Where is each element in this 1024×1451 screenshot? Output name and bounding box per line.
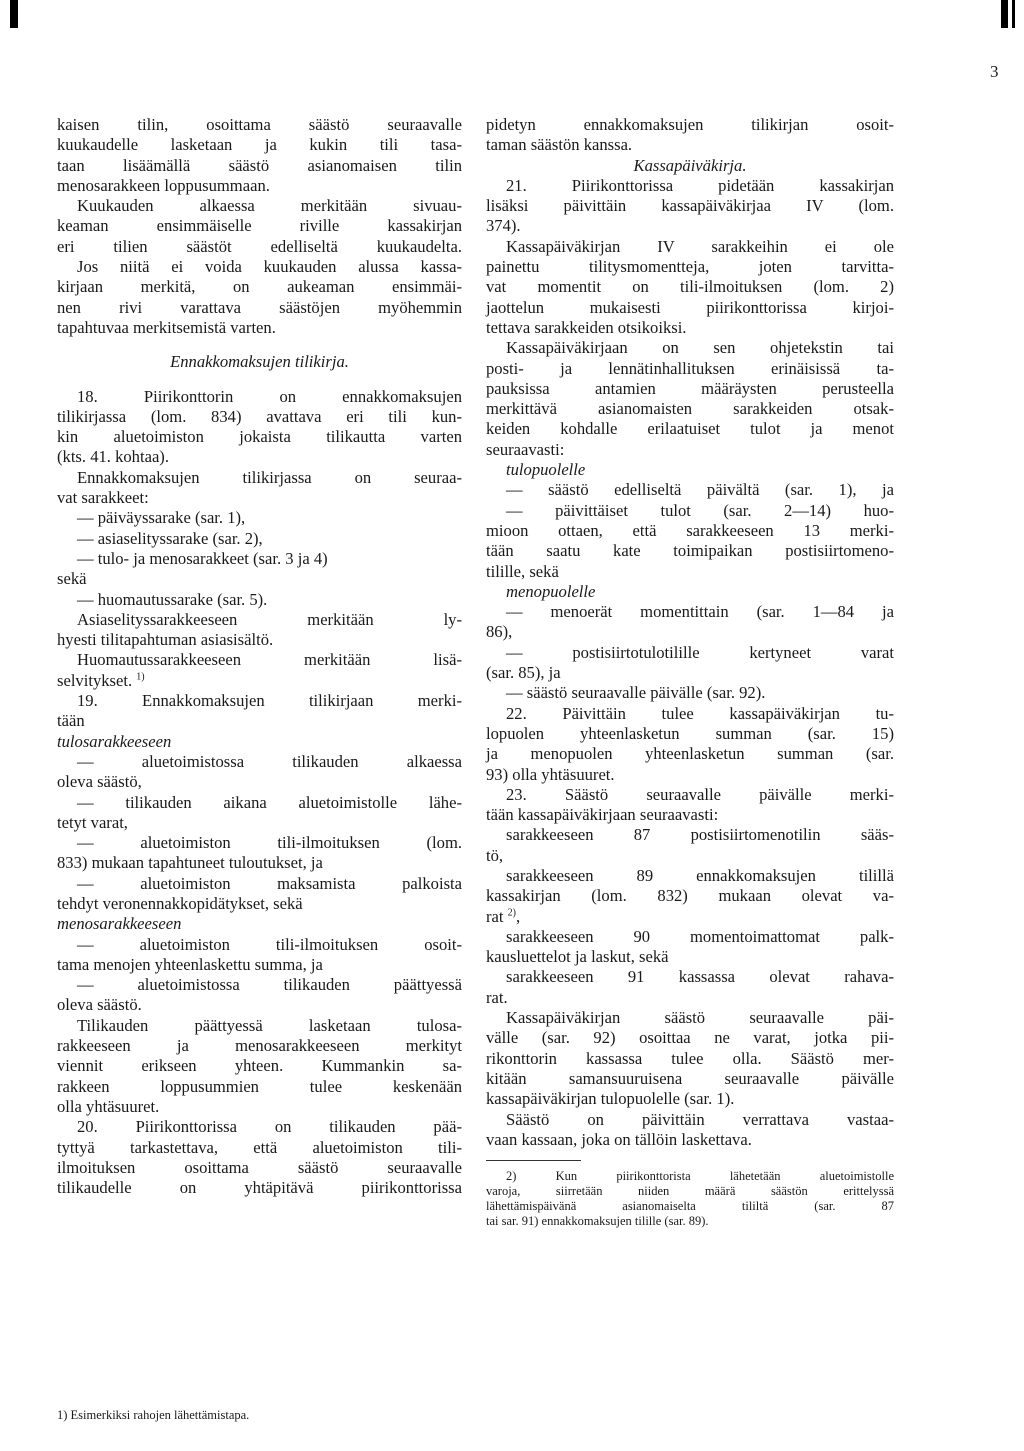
footnote-right [486,1169,894,1229]
list-item: — säästö seuraavalle päivälle (sar. 92). [506,683,766,703]
paragraph-line: kaisen tilin, osoittama säästö seuraavalle [57,115,462,134]
paragraph-line: tilikirjassa (lom. 834) avattava eri tili kun- [57,406,462,426]
section-heading: Ennakkomaksujen tilikirja. [170,352,349,372]
paragraph-line: keiden kohdalle erilaatuiset tulot ja menot [486,419,894,439]
list-item: — päivittäiset tulot (sar. 2—14) huo- [506,500,894,520]
paragraph-line: viennit erikseen yhteen. Kummankin sa- [57,1056,462,1076]
paragraph-line: Kuukauden alkaessa merkitään sivuau- [77,196,462,216]
subheading: tulopuolelle [506,460,586,480]
paragraph-line: 22. Päivittäin tulee kassapäiväkirjan tu- [506,703,894,723]
subheading: menopuolelle [506,581,596,601]
paragraph-line: 18. Piirikonttorin on ennakkomaksujen [77,386,462,406]
paragraph-line: Tilikauden päättyessä lasketaan tulosa- [77,1015,462,1035]
paragraph-line: tapahtuvaa merkitsemistä varten. [57,317,276,337]
paragraph-line: tilikaudelle on yhtäpitävä piirikonttorissa [57,1178,462,1198]
list-item: — päiväyssarake (sar. 1), [77,508,246,528]
paragraph-line: rat. [486,987,508,1007]
page-number: 3 [990,62,999,81]
paragraph-line: ja menopuolen yhteenlasketun summan (sar. [486,744,894,764]
list-item: — tilikauden aikana aluetoimistolle lähe- [77,792,462,812]
list-item: — huomautussarake (sar. 5). [77,589,268,609]
paragraph-line: 20. Piirikonttorissa on tilikauden pää- [77,1117,462,1137]
paragraph-line: 374). [486,216,521,236]
paragraph-line: 21. Piirikonttorissa pidetään kassakirjan [506,175,894,195]
paragraph-line: merkittävä asianomaisten sarakkeiden otsak- [486,399,894,419]
paragraph-line: 19. Ennakkomaksujen tilikirjaan merki- [77,691,462,711]
list-item: — aluetoimiston tili-ilmoituksen (lom. [77,833,462,853]
paragraph-line: vaan kassaan, joka on tällöin laskettava. [486,1129,752,1149]
footnote-line: lähettämispäivänä asianomaiselta tililtä (sar. 87 [486,1199,894,1214]
paragraph-line: oleva säästö, [57,772,142,792]
footnote-rule [486,1160,581,1161]
paragraph-line: 833) mukaan tapahtuneet tuloutukset, ja [57,853,323,873]
paragraph-line: rat $^{2)}$, [486,906,521,926]
scan-edge-mark-left [10,0,18,28]
paragraph-line [57,671,462,691]
paragraph-line: Asiaselityssarakkeeseen merkitään ly- [77,609,462,629]
paragraph-line: nen rivi varattava säästöjen myöhemmin [57,297,462,317]
paragraph-line: tama menojen yhteenlaskettu summa, ja [57,954,323,974]
paragraph-line: lopuolen yhteenlasketun summan (sar. 15) [486,723,894,743]
list-item: — asiaselityssarake (sar. 2), [77,528,263,548]
paragraph-line: hyesti tilitapahtuman asiasisältö. [57,630,274,650]
paragraph-line: lisäksi päivittäin kassapäiväkirjaa IV (lom. [486,196,894,216]
paragraph-line: rikonttorin kassassa tulee olla. Säästö mer- [486,1048,894,1068]
paragraph-line: tään kassapäiväkirjaan seuraavasti: [486,805,719,825]
footnote-line: varoja, siirretään niiden määrä säästön erittelyssä [486,1184,894,1199]
paragraph-line: Säästö on päivittäin verrattava vastaa- [506,1109,894,1129]
list-item: — tulo- ja menosarakkeet (sar. 3 ja 4) [77,548,328,568]
paragraph-line: posti- ja lennätinhallituksen erinäisissä ta- [486,358,894,378]
paragraph-line-text: rat [486,906,504,926]
paragraph-line-text: selvitykset. [57,670,133,690]
paragraph-line: 86), [486,622,513,642]
paragraph-line: (kts. 41. kohtaa). [57,447,169,467]
paragraph-line: jaottelun mukaisesti piirikonttorissa kirjoi- [486,297,894,317]
left-column [57,115,462,1198]
paragraph-line: Jos niitä ei voida kuukauden alussa kassa- [77,257,462,277]
paragraph-line: tyttyä tarkastettava, että aluetoimiston tili- [57,1137,462,1157]
paragraph-line: oleva säästö. [57,995,142,1015]
paragraph-line: olla yhtäsuuret. [57,1096,160,1116]
subheading: tulosarakkeeseen [57,731,172,751]
section-heading: Kassapäiväkirja. [633,155,747,175]
paragraph-line: välle (sar. 92) osoittaa ne varat, jotka pii- [486,1028,894,1048]
paragraph-line: kassapäiväkirjan tulopuolelle (sar. 1). [486,1089,735,1109]
paragraph-line: kin aluetoimiston jokaista tilikautta varten [57,427,462,447]
list-item: — aluetoimiston tili-ilmoituksen osoit- [77,934,462,954]
paragraph-line: Kassapäiväkirjan säästö seuraavalle päi- [506,1008,894,1028]
paragraph-line: tettava sarakkeiden otsikoiksi. [486,317,687,337]
footnote-marker: 1) [136,671,145,683]
paragraph-line: kuukaudelle lasketaan ja kukin tili tasa- [57,135,462,155]
paragraph-line: sarakkeeseen 89 ennakkomaksujen tilillä [506,865,894,885]
paragraph-line: kirjaan merkitä, on aukeaman ensimmäi- [57,277,462,297]
paragraph-line: sarakkeeseen 87 postisiirtomenotilin sääs- [506,825,894,845]
paragraph-line: tö, [486,845,504,865]
paragraph-line: painettu tilitysmomentteja, joten tarvitta- [486,257,894,277]
paragraph-line: kitään samansuuruisena seuraavalle päivälle [486,1068,894,1088]
list-item: — postisiirtotulotilille kertyneet varat [506,642,894,662]
paragraph-line: tään saatu kate toimipaikan postisiirtomeno- [486,541,894,561]
list-item: — säästö edelliseltä päivältä (sar. 1), ja [506,480,894,500]
paragraph-line: taan lisäämällä säästö asianomaisen tilin [57,155,462,175]
paragraph-line: sarakkeeseen 91 kassassa olevat rahava- [506,967,894,987]
paragraph-line: ilmoituksen osoittama säästö seuraavalle [57,1157,462,1177]
paragraph-line: 93) olla yhtäsuuret. [486,764,615,784]
list-item: — aluetoimistossa tilikauden alkaessa [77,751,462,771]
subheading: menosarakkeeseen [57,914,182,934]
paragraph-line: pauksissa antamien määräysten perusteella [486,378,894,398]
scan-edge-mark-right-thin [1012,0,1015,28]
paragraph-line: mioon ottaen, että sarakkeeseen 13 merki- [486,520,894,540]
right-column [486,115,894,1229]
footnote-line: tai sar. 91) ennakkomaksujen tilille (sar. 89). [486,1214,709,1229]
scan-edge-mark-right [1001,0,1008,28]
paragraph-line: Huomautussarakkeeseen merkitään lisä- [77,650,462,670]
paragraph-line: kassakirjan (lom. 832) mukaan olevat va- [486,886,894,906]
paragraph-line: rakkeeseen ja menosarakkeeseen merkityt [57,1036,462,1056]
paragraph-line: menosarakkeen loppusummaan. [57,175,270,195]
paragraph-line: Ennakkomaksujen tilikirjassa on seuraa- [77,467,462,487]
paragraph-line: eri tilien säästöt edelliseltä kuukaudelta. [57,236,462,256]
paragraph-line: sekä [57,569,87,589]
paragraph-line: Kassapäiväkirjaan on sen ohjetekstin tai [506,338,894,358]
paragraph-line: tetyt varat, [57,812,128,832]
paragraph-line: vat sarakkeet: [57,488,149,508]
paragraph-line: vat momentit on tili-ilmoituksen (lom. 2) [486,277,894,297]
paragraph-line: tilille, sekä [486,561,559,581]
paragraph-line: (sar. 85), ja [486,663,561,683]
list-item: — aluetoimiston maksamista palkoista [77,873,462,893]
paragraph-line: taman säästön kanssa. [486,135,633,155]
paragraph-line: kausluettelot ja laskut, sekä [486,947,669,967]
paragraph-line: rakkeen loppusummien tulee keskenään [57,1076,462,1096]
paragraph-line: sarakkeeseen 90 momentoimattomat palk- [506,926,894,946]
footnote-marker: 2) [507,907,517,919]
footnote-left: 1) Esimerkiksi rahojen lähettämistapa. [57,1408,250,1422]
paragraph-line: 23. Säästö seuraavalle päivälle merki- [506,784,894,804]
paragraph-line: tehdyt veronennakkopidätykset, sekä [57,893,303,913]
paragraph-line: tään [57,711,85,731]
paragraph-line: Kassapäiväkirjan IV sarakkeihin ei ole [506,236,894,256]
paragraph-line: seuraavasti: [486,439,565,459]
list-item: — menoerät momentittain (sar. 1—84 ja [506,602,894,622]
footnote-line: 2) Kun piirikonttorista lähetetään aluetoimistolle [506,1169,894,1184]
list-item: — aluetoimistossa tilikauden päättyessä [77,975,462,995]
paragraph-line: pidetyn ennakkomaksujen tilikirjan osoit- [486,115,894,134]
paragraph-line: keaman ensimmäiselle riville kassakirjan [57,216,462,236]
